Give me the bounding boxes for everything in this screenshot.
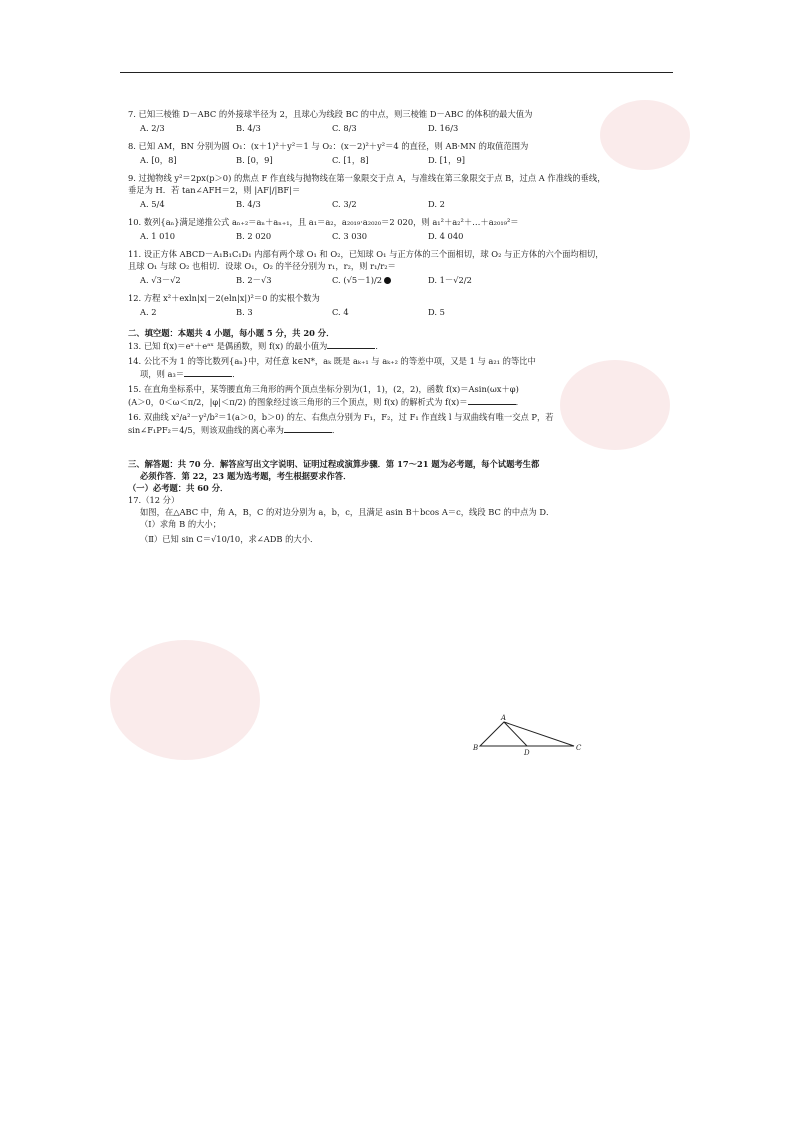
question-17-part-1: （Ⅰ）求角 B 的大小； — [140, 519, 222, 529]
answer-blank — [284, 423, 332, 433]
question-text: (A＞0，0＜ω＜π/2，|φ|＜π/2) 的图象经过该三角形的三个顶点，则 f(x) 的解析式为 f(x)＝ — [128, 397, 468, 407]
ink-blot-icon — [384, 277, 391, 284]
question-text: 12. 方程 x²＋exln|x|－2(eln|x|)²＝0 的实根个数为 — [128, 293, 320, 303]
option-c: C. [1，8] — [332, 155, 369, 165]
option-c-text: C. (√5－1)/2 — [332, 275, 383, 285]
answer-blank — [468, 395, 516, 405]
option-b: B. 2－√3 — [236, 275, 272, 285]
question-15-line1: 15. 在直角坐标系中，某等腰直角三角形的两个顶点坐标分别为(1，1)，(2，2)，函数 f(x)＝Asin(ωx＋φ) — [128, 384, 519, 394]
label-D: D — [524, 749, 530, 757]
option-b: B. 2 020 — [236, 231, 272, 241]
option-c: C. 3 030 — [332, 231, 368, 241]
question-text: 项，则 a₃＝ — [140, 369, 185, 379]
option-c — [332, 274, 428, 286]
question-7 — [128, 108, 608, 134]
option-a: A. 1 010 — [140, 231, 176, 241]
question-text: 8. 已知 AM，BN 分别为圆 O₁：(x＋1)²＋y²＝1 与 O₂：(x－2)²＋y²＝4 的直径，则 AB·MN 的取值范围为 — [128, 141, 529, 151]
option-d: D. 16/3 — [428, 123, 459, 133]
question-text: 10. 数列{aₙ}满足递推公式 aₙ₊₂＝aₙ＋aₙ₊₁，且 a₁＝a₂，a₂₀₁₉·a₂₀₂₀＝2 020，则 a₁²＋a₂²＋…＋a₂₀₁₉²＝ — [128, 217, 519, 227]
question-13: 13. 已知 f(x)＝eˣ＋eᵃˣ 是偶函数，则 f(x) 的最小值为 ． — [128, 341, 384, 351]
question-text: 11. 设正方体 ABCD－A₁B₁C₁D₁ 内部有两个球 O₁ 和 O₂，已知球 O₁ 与正方体的三个面相切，球 O₂ 与正方体的六个面均相切，且球 O₁ 与球 O₂ 也相切．设球 O₁，O₂ 的半径分别为 r₁，r₂，则 r₁/r₂＝ — [128, 249, 604, 271]
question-text: sin∠F₁PF₂＝4/5，则该双曲线的离心率为 — [128, 425, 284, 435]
option-a: A. √3－√2 — [140, 275, 181, 285]
question-text: 13. 已知 f(x)＝eˣ＋eᵃˣ 是偶函数，则 f(x) 的最小值为 — [128, 341, 328, 351]
question-15-line2: (A＞0，0＜ω＜π/2，|φ|＜π/2) 的图象经过该三角形的三个顶点，则 f(x) 的解析式为 f(x)＝ ． — [128, 397, 524, 407]
label-B: B — [473, 744, 479, 752]
option-b: B. 3 — [236, 307, 253, 317]
option-b: B. [0，9] — [236, 155, 273, 165]
label-A: A — [501, 714, 507, 722]
question-8 — [128, 140, 608, 166]
option-d: D. [1，9] — [428, 155, 465, 165]
answer-blank — [327, 339, 375, 349]
question-14-line1: 14. 公比不为 1 的等比数列{aₙ}中，对任意 k∈N*，aₖ 既是 aₖ₊₁ 与 aₖ₊₂ 的等差中项，又是 1 与 a₂₁ 的等比中 — [128, 356, 536, 366]
triangle-figure — [470, 712, 585, 758]
option-b: B. 4/3 — [236, 199, 261, 209]
question-9 — [128, 172, 608, 210]
section-2-heading: 二、填空题：本题共 4 小题，每小题 5 分，共 20 分． — [128, 328, 335, 338]
option-d: D. 5 — [428, 307, 445, 317]
option-c: C. 4 — [332, 307, 349, 317]
label-C: C — [576, 744, 582, 752]
question-17-part-2: （Ⅱ）已知 sin C＝√10/10，求∠ADB 的大小． — [140, 534, 319, 544]
section-3-sub: （一）必考题：共 60 分． — [128, 483, 229, 493]
option-a: A. 5/4 — [140, 199, 165, 209]
paper-stain — [110, 640, 260, 760]
question-16-line1: 16. 双曲线 x²/a²－y²/b²＝1(a＞0，b＞0) 的左、右焦点分别为 F₁，F₂，过 F₁ 作直线 l 与双曲线有唯一交点 P，若 — [128, 412, 554, 422]
section-3-heading: 三、解答题：共 70 分．解答应写出文字说明、证明过程或演算步骤．第 17～21 题为必考题，每个试题考生都 — [128, 459, 540, 469]
option-c: C. 3/2 — [332, 199, 357, 209]
question-14-line2: 项，则 a₃＝ ． — [140, 369, 241, 379]
question-17-label: 17.（12 分） — [128, 495, 180, 505]
option-d: D. 2 — [428, 199, 445, 209]
question-text: 7. 已知三棱锥 D－ABC 的外接球半径为 2，且球心为线段 BC 的中点，则三棱锥 D－ABC 的体积的最大值为 — [128, 109, 533, 119]
exam-content — [128, 108, 608, 545]
question-16-line2: sin∠F₁PF₂＝4/5，则该双曲线的离心率为 ． — [128, 425, 341, 435]
answer-blank — [184, 367, 232, 377]
question-10 — [128, 216, 608, 242]
paper-stain — [600, 100, 690, 170]
question-12 — [128, 292, 608, 318]
option-a: A. 2/3 — [140, 123, 165, 133]
option-c: C. 8/3 — [332, 123, 357, 133]
question-text: 9. 过抛物线 y²＝2px(p＞0) 的焦点 F 作直线与抛物线在第一象限交于点 A，与准线在第三象限交于点 B，过点 A 作准线的垂线，垂足为 H．若 tan∠AFH＝2，则 |AF|/|BF|＝ — [128, 173, 606, 195]
option-d: D. 4 040 — [428, 231, 464, 241]
question-11 — [128, 248, 608, 286]
option-a: A. 2 — [140, 307, 157, 317]
header-rule — [120, 72, 673, 73]
section-3-heading-cont: 必须作答．第 22，23 题为选考题，考生根据要求作答． — [140, 471, 352, 481]
option-d: D. 1－√2/2 — [428, 275, 472, 285]
option-b: B. 4/3 — [236, 123, 261, 133]
option-a: A. [0，8] — [140, 155, 177, 165]
question-17-body: 如图，在△ABC 中，角 A，B，C 的对边分别为 a，b，c，且满足 asin B＋bcos A＝c，线段 BC 的中点为 D． — [140, 507, 555, 517]
